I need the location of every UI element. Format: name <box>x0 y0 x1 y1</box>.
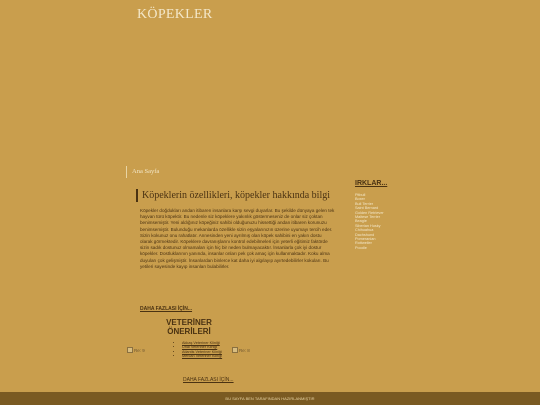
nav-home-link[interactable]: Ana Sayfa <box>126 166 159 178</box>
site-title: KÖPEKLER <box>137 7 213 22</box>
broken-image-icon <box>127 347 133 353</box>
breed-link[interactable]: Poodle <box>355 245 367 250</box>
breed-link[interactable]: Pitbull <box>355 193 366 197</box>
vet-image-left-alt: Re: 9 <box>134 347 145 353</box>
breed-link[interactable]: Bull Terrier <box>355 201 374 206</box>
vet-image-left <box>127 347 145 353</box>
breed-link[interactable]: Saint Bernard <box>355 206 379 211</box>
breed-link[interactable]: Golden Retriever <box>355 210 384 215</box>
vet-list-item[interactable]: • Akkaş Veteriner Kliniği <box>182 341 237 345</box>
breeds-list <box>355 193 384 250</box>
vet-image-right <box>232 347 250 353</box>
vet-list-item[interactable]: • Ünal Veteriner Kliniği <box>182 345 237 349</box>
vet-image-right-alt: Re: 8 <box>239 347 250 353</box>
vet-section-title: VETERİNER ÖNERİLERİ <box>166 318 212 336</box>
breed-link[interactable]: Boxer <box>355 197 365 202</box>
breed-link[interactable]: Dachshund <box>355 232 375 237</box>
vet-list-item[interactable]: • Mercan Veteriner Kliniği <box>182 354 237 358</box>
footer: BU SAYFA BEN TARAFINDAN HAZIRLANMIŞTIR <box>0 392 540 405</box>
breeds-title[interactable]: IRKLAR... <box>355 180 388 187</box>
article-heading: Köpeklerin özellikleri, köpekler hakkında bilgi <box>136 189 347 202</box>
vet-list-item[interactable]: • Atlantis Veteriner Kliniği <box>182 350 237 354</box>
vet-more-link[interactable]: DAHA FAZLASI İÇİN... <box>183 377 234 383</box>
breed-link[interactable]: Siberian Husky <box>355 223 381 228</box>
breed-link[interactable]: Beagle <box>355 219 367 224</box>
vet-list <box>176 341 237 358</box>
breed-link[interactable]: Rottweiler <box>355 241 372 246</box>
article-more-link[interactable]: DAHA FAZLASI İÇİN... <box>140 306 193 312</box>
breed-link[interactable]: Pomeranian <box>355 237 376 242</box>
article-body: Köpekler doğdukları andan itibaren insanlara karşı sevgi duyarlar. Bu şekilde dünyaya gelen tek hayvan türü köpektir. Bu nedenle siz köpeklere yakınlık göstermeseniz de onlar siz çoktan benimsemiştir. Yeni aldığınız köpeğiniz sahibi olduğunuzu hissettiği andan itibaren korunuzu benimsemiştir. Bulunduğu mekanlarda özellikle sizin eşyalarınızın üzerine uyumayı tercih eder. Sizin kokunuz onu rahatlatır. Annesinden yeni ayrılmış olan köpek sahibini en yakın dostu olarak görmektedir. Köpeklere davranışlarını kontrol edebilmeleri için yeterli eğitimiz faktörde sizin sadık dostunuz olmamaları için hiç bir neden bulmayacaktır. İnsanlarla çok iyi dostur köpekler. Dostluklarının yanında, insanlar onları pek çok amaç için kullanmaktadır. Koku alma duyuları çok gelişmiştir. İnsanlardan binlerce kat daha iyi algılayıp ayırtedebilirler kokuları. Bu yetileri sayesinde kayıp insanları bulabilirler. <box>140 208 335 269</box>
breed-link[interactable]: Chihuahua <box>355 228 374 233</box>
broken-image-icon <box>232 347 238 353</box>
breed-link[interactable]: Maltese Terrier <box>355 215 381 220</box>
